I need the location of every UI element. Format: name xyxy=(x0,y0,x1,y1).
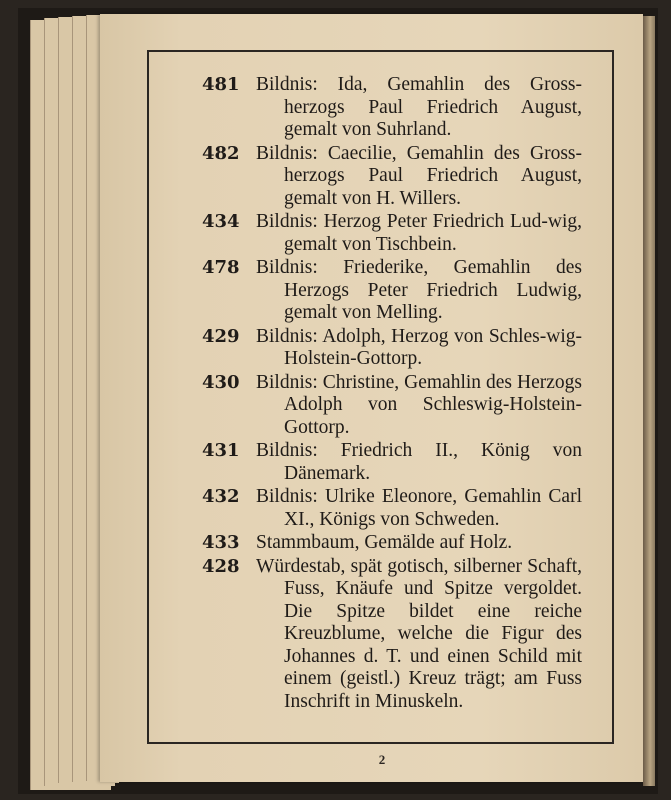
entry-text: Stammbaum, Gemälde auf Holz. xyxy=(256,532,513,553)
catalog-entries xyxy=(196,74,582,714)
entry-number: 430 xyxy=(202,371,240,393)
catalog-entry xyxy=(196,326,582,371)
entry-text: Bildnis: Herzog Peter Friedrich Lud-wig, gemalt von Tischbein. xyxy=(256,211,582,255)
catalog-entry xyxy=(196,74,582,142)
page-right-edge xyxy=(643,16,655,786)
entry-number: 434 xyxy=(202,211,240,232)
entry-number: 481 xyxy=(202,74,240,95)
entry-number: 428 xyxy=(202,555,240,577)
entry-text: Würdestab, spät gotisch, silberner Schaft, Fuss, Knäufe und Spitze vergoldet. Die Spitze bildet eine reiche Kreuzblume, welche die Figur des Johannes d. T. und einen Schild mit einem (geistl.) Kreuz trägt; am Fuss Inschrift in Minuskeln. xyxy=(256,555,582,712)
entry-number: 478 xyxy=(202,257,240,278)
catalog-entry xyxy=(196,257,582,325)
entry-text: Bildnis: Ulrike Eleonore, Gemahlin Carl XI., Königs von Schweden. xyxy=(256,486,582,530)
entry-number: 482 xyxy=(202,142,240,164)
entry-text: Bildnis: Adolph, Herzog von Schles-wig-Holstein-Gottorp. xyxy=(256,325,582,369)
entry-number: 433 xyxy=(202,532,240,553)
entry-number: 429 xyxy=(202,325,240,347)
entry-number: 431 xyxy=(202,440,240,461)
catalog-entry xyxy=(196,556,582,714)
catalog-entry xyxy=(196,486,582,531)
catalog-entry xyxy=(196,372,582,440)
entry-text: Bildnis: Christine, Gemahlin des Herzogs Adolph von Schleswig-Holstein-Gottorp. xyxy=(256,371,582,438)
catalog-entry xyxy=(196,143,582,211)
catalog-entry xyxy=(196,440,582,485)
entry-text: Bildnis: Friederike, Gemahlin des Herzogs Peter Friedrich Ludwig, gemalt von Melling. xyxy=(256,257,582,323)
entry-text: Bildnis: Friedrich II., König von Dänemark. xyxy=(256,440,582,484)
catalog-entry xyxy=(196,532,582,555)
entry-text: Bildnis: Caecilie, Gemahlin des Gross-herzogs Paul Friedrich August, gemalt von H. Willers. xyxy=(256,142,582,209)
catalog-entry xyxy=(196,211,582,256)
entry-number: 432 xyxy=(202,486,240,507)
entry-text: Bildnis: Ida, Gemahlin des Gross-herzogs Paul Friedrich August, gemalt von Suhrland. xyxy=(256,74,582,140)
page-number: 2 xyxy=(378,752,386,767)
